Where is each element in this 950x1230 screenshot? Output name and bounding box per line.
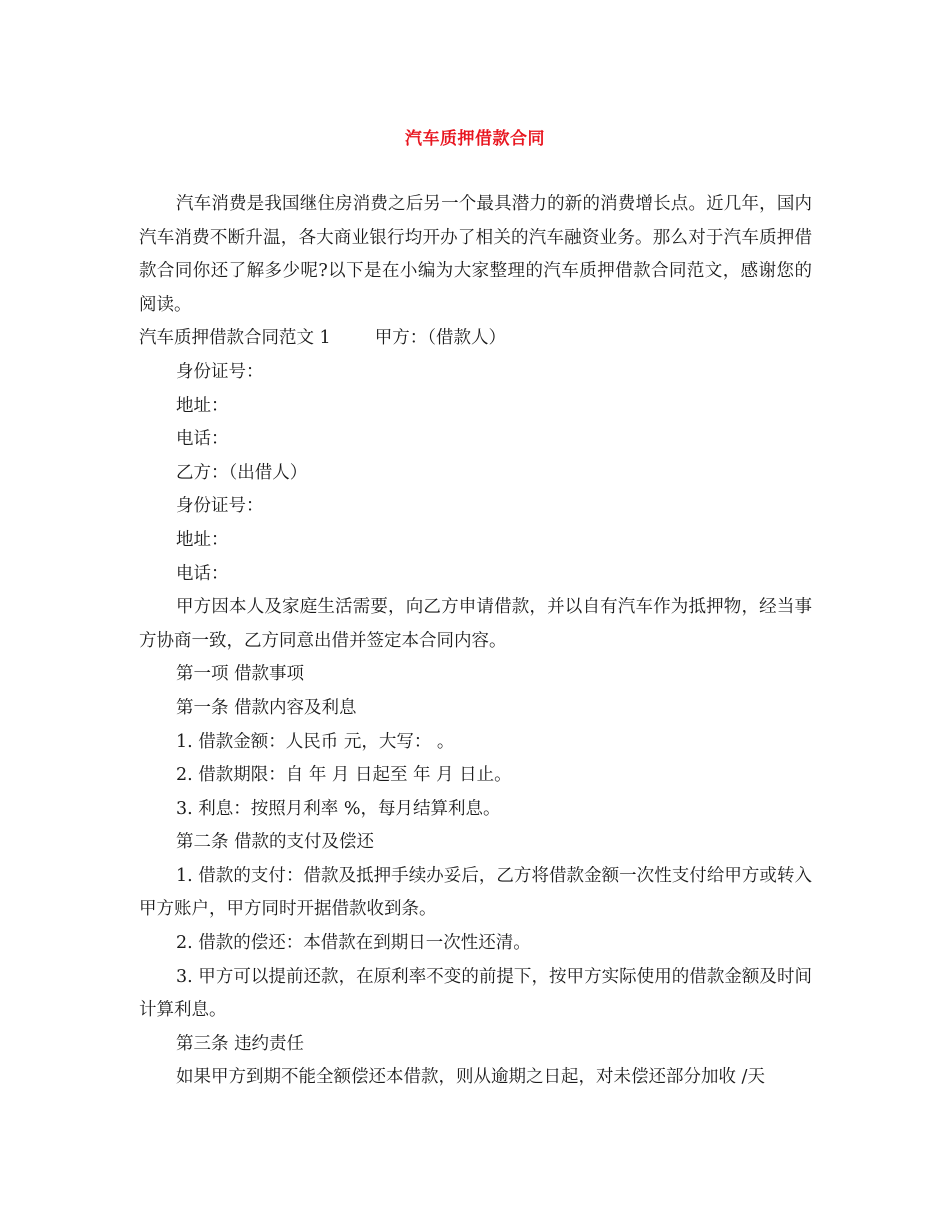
party-b-label: 乙方：（出借人） [176, 462, 308, 483]
article-1-heading: 第一条 借款内容及利息 [176, 697, 357, 718]
article-3-text: 如果甲方到期不能全额偿还本借款，则从逾期之日起，对未偿还部分加收 /天 [176, 1067, 765, 1088]
party-a-address: 地址： [176, 395, 229, 416]
party-b-id: 身份证号： [176, 496, 264, 517]
article-3-heading: 第三条 违约责任 [176, 1033, 305, 1054]
party-b-address: 地址： [176, 529, 229, 550]
article-1-clause-3: 3. 利息：按照月利率 %，每月结算利息。 [176, 798, 501, 819]
intro-paragraph: 汽车消费是我国继住房消费之后另一个最具潜力的新的消费增长点。近几年，国内汽车消费不断升温，各大商业银行均开办了相关的汽车融资业务。那么对于汽车质押借款合同你还了解多少呢?以下是在小编为大家整理的汽车质押借款合同范文，感谢您的阅读。 [139, 194, 812, 315]
article-2-clause-1: 1. 借款的支付：借款及抵押手续办妥后，乙方将借款金额一次性支付给甲方或转入甲方账户，甲方同时开据借款收到条。 [139, 865, 812, 920]
party-a-id: 身份证号： [176, 361, 264, 382]
article-1-clause-1: 1. 借款金额：人民币 元，大写： 。 [176, 731, 455, 752]
party-b-phone: 电话： [176, 563, 229, 584]
article-1-clause-2: 2. 借款期限：自 年 月 日起至 年 月 日止。 [176, 765, 512, 786]
party-a-phone: 电话： [176, 429, 229, 450]
contract-intro: 甲方因本人及家庭生活需要，向乙方申请借款，并以自有汽车作为抵押物，经当事方协商一致，乙方同意出借并签定本合同内容。 [139, 597, 812, 651]
party-a-label: 甲方：（借款人） [374, 328, 506, 349]
article-2-clause-2: 2. 借款的偿还：本借款在到期日一次性还清。 [176, 933, 531, 954]
document-body [139, 188, 812, 1095]
article-2-clause-3: 3. 甲方可以提前还款，在原利率不变的前提下，按甲方实际使用的借款金额及时间计算利息。 [139, 966, 812, 1021]
sample-heading: 汽车质押借款合同范文 1 [139, 328, 331, 349]
article-2-heading: 第二条 借款的支付及偿还 [176, 832, 375, 853]
document-title: 汽车质押借款合同 [405, 129, 545, 149]
item-1-heading: 第一项 借款事项 [176, 664, 305, 685]
sample-heading-line [139, 322, 812, 356]
